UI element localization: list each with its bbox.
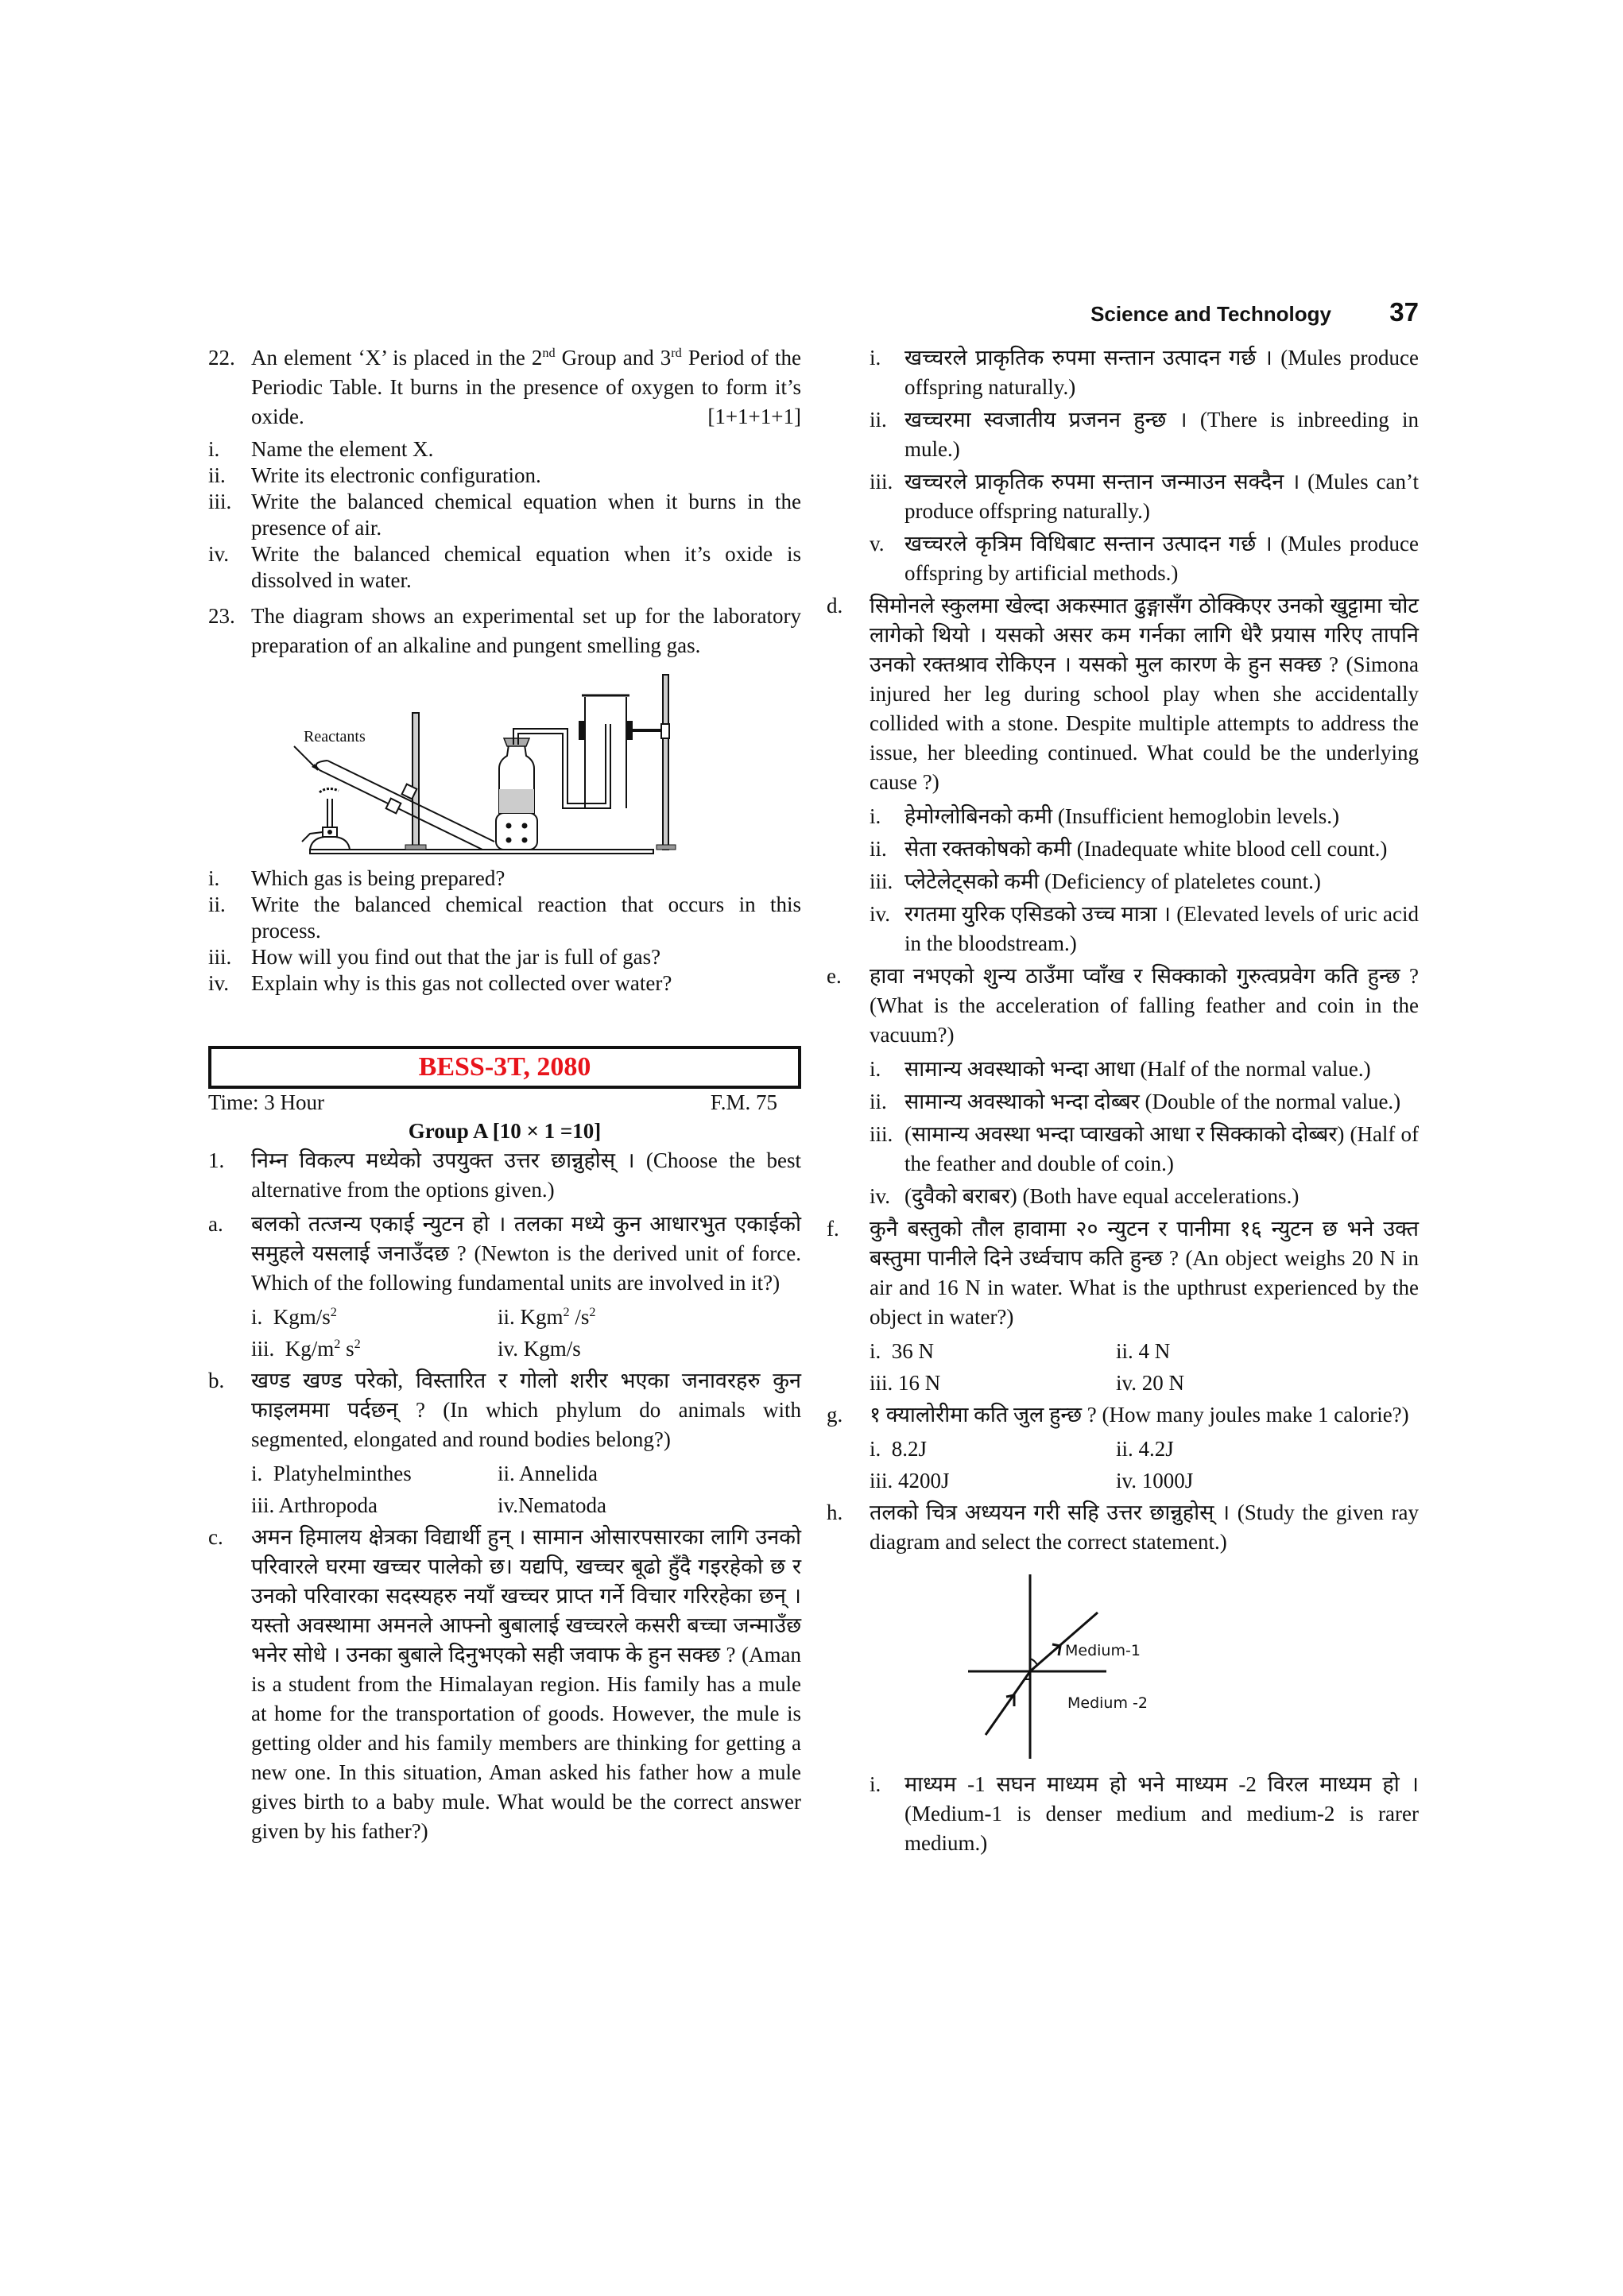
option-number: ii. <box>1116 1437 1133 1461</box>
sub-number: iv. <box>208 971 229 995</box>
question-a <box>208 1210 801 1298</box>
option-number: i. <box>870 1772 881 1796</box>
exam-title-box <box>208 1046 801 1089</box>
question-number: a. <box>208 1212 223 1236</box>
sub-number: iv. <box>208 542 229 566</box>
q22-subquestions <box>208 436 801 594</box>
option[interactable] <box>827 405 1419 464</box>
superscript: 2 <box>563 1305 570 1319</box>
exam-title: BESS-3T, 2080 <box>418 1052 591 1082</box>
options-row <box>208 1491 801 1520</box>
option[interactable] <box>827 1182 1419 1211</box>
option-text: Kgm <box>520 1305 564 1329</box>
question-number: 1. <box>208 1148 225 1172</box>
option-text: 16 N <box>898 1371 941 1395</box>
option-text: 20 N <box>1141 1371 1184 1395</box>
option-number: v. <box>870 532 885 556</box>
option[interactable] <box>827 529 1419 588</box>
options-row <box>827 1435 1419 1464</box>
question-b <box>208 1366 801 1454</box>
options-row <box>208 1334 801 1364</box>
question-text: Group and 3 <box>555 346 672 370</box>
sub-number: i. <box>208 866 220 890</box>
subquestion <box>208 541 801 594</box>
option[interactable] <box>827 802 1419 831</box>
question-d <box>827 591 1419 797</box>
q23-subquestions <box>208 865 801 997</box>
book-title: Science and Technology <box>1090 302 1331 326</box>
option-number: iv. <box>498 1337 518 1361</box>
option-text: माध्यम -1 सघन माध्यम हो भने माध्यम -2 विरल माध्यम हो । (Medium-1 is denser medium and medium-2 is rarer medium.) <box>904 1772 1419 1855</box>
subquestion <box>208 463 801 489</box>
option-text: सामान्य अवस्थाको भन्दा आधा (Half of the normal value.) <box>904 1057 1371 1081</box>
option[interactable] <box>870 1435 1116 1464</box>
marks: [1+1+1+1] <box>707 405 801 428</box>
exam-time: Time: 3 Hour <box>208 1090 325 1114</box>
option-text: s <box>340 1337 354 1361</box>
superscript: rd <box>671 346 682 360</box>
option-text: Kgm/s <box>523 1337 581 1361</box>
superscript: nd <box>542 346 556 360</box>
question-c <box>208 1523 801 1846</box>
option[interactable] <box>251 1303 498 1332</box>
option-number: ii. <box>498 1462 515 1485</box>
question-text: अमन हिमालय क्षेत्रका विद्यार्थी हुन् । सामान ओसारपसारका लागि उनको परिवारले घरमा खच्चर पालेको छ। यद्यपि, खच्चर बूढो हुँदै गइरहेको छ र उनको परिवारका सदस्यहरु नयाँ खच्चर प्राप्त गर्ने विचार गरिरहेका छन् । यस्तो अवस्थामा अमनले आफ्नो बुबालाई खच्चरले कसरी बच्चा जन्माउँछ भनेर सोधे । उनका बुबाले दिनुभएको सही जवाफ के हुन सक्छ ? (Aman is a student from the Himalayan region. His family has a mule at home for the transportation of goods. However, the mule is getting older and his family members are thinking for getting a new one. In this situation, Aman asked his father how a mule gives birth to a baby mule. What would be the correct answer given by his father?) <box>251 1525 801 1843</box>
option[interactable] <box>251 1334 498 1364</box>
question-text: कुनै बस्तुको तौल हावामा २० न्युटन र पानीमा १६ न्युटन छ भने उक्त बस्तुमा पानीले दिने उर्ध्वचाप कति हुन्छ ? (An object weighs 20 N in air and 16 N in water. What is the upthrust experienced by the object in water?) <box>870 1217 1419 1329</box>
option-text: Platyhelminthes <box>273 1462 412 1485</box>
option-text: खच्चरमा स्वजातीय प्रजनन हुन्छ । (There is inbreeding in mule.) <box>904 408 1419 461</box>
option[interactable] <box>827 343 1419 402</box>
option[interactable] <box>870 1337 1116 1366</box>
lab-apparatus-icon <box>208 672 801 862</box>
question-h <box>827 1498 1419 1557</box>
option-number: i. <box>870 1437 881 1461</box>
sub-number: ii. <box>208 892 226 916</box>
option-number: iii. <box>870 470 893 494</box>
option-text: Annelida <box>519 1462 598 1485</box>
option[interactable] <box>251 1491 498 1520</box>
reactants-label: Reactants <box>304 728 366 745</box>
option-number: i. <box>251 1462 263 1485</box>
sub-text: How will you find out that the jar is full of gas? <box>251 945 661 969</box>
option-number: iv. <box>870 902 890 926</box>
question-g <box>827 1400 1419 1430</box>
option-number: iv. <box>1116 1371 1137 1395</box>
option-number: ii. <box>870 408 887 432</box>
options-row <box>208 1303 801 1332</box>
option-text: Kg/m <box>285 1337 335 1361</box>
exam-meta <box>208 1089 801 1116</box>
superscript: 2 <box>330 1305 337 1319</box>
question-23 <box>208 602 801 660</box>
option-number: iii. <box>870 869 893 893</box>
ray-diagram <box>827 1568 1419 1767</box>
option-number: iii. <box>251 1337 275 1361</box>
option-text: 1000J <box>1141 1469 1194 1493</box>
options-row <box>208 1459 801 1489</box>
question-number: f. <box>827 1217 839 1241</box>
option-number: ii. <box>498 1305 515 1329</box>
sub-text: Write its electronic configuration. <box>251 463 541 487</box>
option[interactable] <box>1116 1337 1362 1366</box>
question-number: 22. <box>208 346 235 370</box>
sub-text: Write the balanced chemical reaction that occurs in this process. <box>251 892 801 943</box>
question-text: तलको चित्र अध्ययन गरी सहि उत्तर छान्नुहोस् । (Study the given ray diagram and select the correct statement.) <box>870 1500 1419 1554</box>
question-1 <box>208 1146 801 1205</box>
option[interactable] <box>1116 1435 1362 1464</box>
sub-text: Which gas is being prepared? <box>251 866 505 890</box>
option-number: iv. <box>1116 1469 1137 1493</box>
question-number: e. <box>827 964 842 988</box>
subquestion <box>208 865 801 892</box>
question-text: निम्न विकल्प मध्येको उपयुक्त उत्तर छान्नुहोस् । (Choose the best alternative from the options given.) <box>251 1148 801 1202</box>
sub-text: Name the element X. <box>251 437 434 461</box>
option-text: सामान्य अवस्थाको भन्दा दोब्बर (Double of the normal value.) <box>904 1090 1401 1113</box>
question-number: c. <box>208 1525 223 1549</box>
question-number: 23. <box>208 604 235 628</box>
option[interactable] <box>870 1466 1116 1496</box>
question-number: b. <box>208 1369 225 1392</box>
superscript: 2 <box>354 1337 361 1351</box>
option[interactable] <box>1116 1369 1362 1398</box>
option-text: (सामान्य अवस्था भन्दा प्वाखको आधा र सिक्काको दोब्बर) (Half of the feather and double of coin.) <box>904 1122 1419 1175</box>
option-number: iii. <box>870 1469 893 1493</box>
full-marks: F.M. 75 <box>710 1090 777 1114</box>
option-text: 36 N <box>891 1339 935 1363</box>
question-text: Period of the Periodic Table. It burns in the presence of oxygen to form it’s oxide. <box>251 346 801 428</box>
subquestion <box>208 944 801 970</box>
question-number: h. <box>827 1500 843 1524</box>
question-e <box>827 962 1419 1050</box>
question-text: खण्ड खण्ड परेको, विस्तारित र गोलो शरीर भएका जनावरहरु कुन फाइलममा पर्दछन् ? (In which phylum do animals with segmented, elongated and round bodies belong?) <box>251 1369 801 1451</box>
option-number: iv. <box>498 1493 518 1517</box>
refraction-diagram-icon <box>827 1568 1419 1767</box>
option-number: iii. <box>870 1371 893 1395</box>
sub-text: Write the balanced chemical equation when it burns in the presence of air. <box>251 490 801 540</box>
option[interactable] <box>870 1369 1116 1398</box>
option-text: /s <box>569 1305 590 1329</box>
option-text: खच्चरले प्राकृतिक रुपमा सन्तान उत्पादन गर्छ । (Mules produce offspring naturally.) <box>904 346 1419 399</box>
option-text: Nematoda <box>518 1493 606 1517</box>
superscript: 2 <box>334 1337 341 1351</box>
subquestion <box>208 892 801 944</box>
option-text: खच्चरले प्राकृतिक रुपमा सन्तान जन्माउन सक्दैन । (Mules can’t produce offspring naturally.) <box>904 470 1419 523</box>
page-number: 37 <box>1389 297 1419 327</box>
ammonia-apparatus-diagram <box>208 672 801 862</box>
option[interactable] <box>827 900 1419 958</box>
option[interactable] <box>827 1120 1419 1179</box>
question-text: हावा नभएको शुन्य ठाउँमा प्वाँख र सिक्काको गुरुत्वप्रवेग कति हुन्छ ? (What is the acceleration of falling feather and coin in the vacuum?) <box>870 964 1419 1047</box>
sub-number: ii. <box>208 463 226 487</box>
option[interactable] <box>498 1491 744 1520</box>
left-column <box>208 343 801 1851</box>
options-row <box>827 1369 1419 1398</box>
question-f <box>827 1214 1419 1332</box>
option[interactable] <box>498 1459 744 1489</box>
sub-number: iii. <box>208 945 232 969</box>
option-number: i. <box>870 346 881 370</box>
question-text: बलको तत्जन्य एकाई न्युटन हो । तलका मध्ये कुन आधारभुत एकाईको समुहले यसलाई जनाउँदछ ? (Newton is the derived unit of force. Which of the following fundamental units are involved in it?) <box>251 1212 801 1295</box>
option-text: Arthropoda <box>278 1493 378 1517</box>
superscript: 2 <box>589 1305 596 1319</box>
option[interactable] <box>498 1303 744 1332</box>
question-number: g. <box>827 1403 843 1427</box>
option-number: iii. <box>870 1122 893 1146</box>
page-header <box>827 297 1419 329</box>
option-text: सेता रक्तकोषको कमी (Inadequate white blood cell count.) <box>904 837 1388 861</box>
subquestion <box>208 970 801 997</box>
option-text: रगतमा युरिक एसिडको उच्च मात्रा । (Elevated levels of uric acid in the bloodstream.) <box>904 902 1419 955</box>
question-text: सिमोनले स्कुलमा खेल्दा अकस्मात ढुङ्गासँग ठोक्किएर उनको खुट्टामा चोट लागेको थियो । यसको असर कम गर्नका लागि धेरै प्रयास गरिए तापनि उनको रक्तश्राव रोकिएन । यसको मुल कारण के हुन सक्छ ? (Simona injured her leg during school play when she accidentally collided with a stone. Despite multiple attempts to address the issue, her bleeding continued. What could be the underlying cause ?) <box>870 594 1419 794</box>
question-text: The diagram shows an experimental set up for the laboratory preparation of an alkaline and pungent smelling gas. <box>251 604 801 657</box>
option-number: i. <box>870 804 881 828</box>
sub-text: Explain why is this gas not collected over water? <box>251 971 672 995</box>
option[interactable] <box>827 1055 1419 1084</box>
subquestion <box>208 489 801 541</box>
medium-2-label: Medium -2 <box>1067 1694 1148 1712</box>
options-row <box>827 1337 1419 1366</box>
option-text: प्लेटेलेट्सको कमी (Deficiency of plateletes count.) <box>904 869 1321 893</box>
option-text: 4.2J <box>1138 1437 1174 1461</box>
option-text: हेमोग्लोबिनको कमी (Insufficient hemoglobin levels.) <box>904 804 1340 828</box>
question-text: An element ‘X’ is placed in the 2 <box>251 346 543 370</box>
sub-number: iii. <box>208 490 232 513</box>
option-number: i. <box>870 1339 881 1363</box>
option-text: 4 N <box>1138 1339 1171 1363</box>
option[interactable] <box>251 1459 498 1489</box>
option-number: ii. <box>1116 1339 1133 1363</box>
options-row <box>827 1466 1419 1496</box>
option-text: 8.2J <box>891 1437 928 1461</box>
option[interactable] <box>827 1087 1419 1117</box>
option-number: ii. <box>870 1090 887 1113</box>
option-number: iv. <box>870 1184 890 1208</box>
option-text: (दुवैको बराबर) (Both have equal accelerations.) <box>904 1184 1300 1208</box>
option-number: iii. <box>251 1493 275 1517</box>
option-text: Kgm/s <box>273 1305 331 1329</box>
question-number: d. <box>827 594 843 618</box>
option-number: ii. <box>870 837 887 861</box>
option[interactable] <box>1116 1466 1362 1496</box>
option-number: i. <box>870 1057 881 1081</box>
option[interactable] <box>498 1334 744 1364</box>
sub-number: i. <box>208 437 220 461</box>
question-22 <box>208 343 801 432</box>
group-heading: Group A [10 × 1 =10] <box>408 1119 602 1143</box>
right-column <box>827 343 1419 1861</box>
option[interactable] <box>827 867 1419 896</box>
option-text: 4200J <box>898 1469 950 1493</box>
sub-text: Write the balanced chemical equation when it’s oxide is dissolved in water. <box>251 542 801 592</box>
medium-1-label: Medium-1 <box>1065 1642 1141 1659</box>
option-number: i. <box>251 1305 263 1329</box>
option-text: खच्चरले कृत्रिम विधिबाट सन्तान उत्पादन गर्छ । (Mules produce offspring by artificial methods.) <box>904 532 1419 585</box>
option[interactable] <box>827 834 1419 864</box>
subquestion <box>208 436 801 463</box>
option[interactable] <box>827 467 1419 526</box>
option[interactable] <box>827 1770 1419 1858</box>
question-text: १ क्यालोरीमा कति जुल हुन्छ ? (How many joules make 1 calorie?) <box>870 1403 1409 1427</box>
